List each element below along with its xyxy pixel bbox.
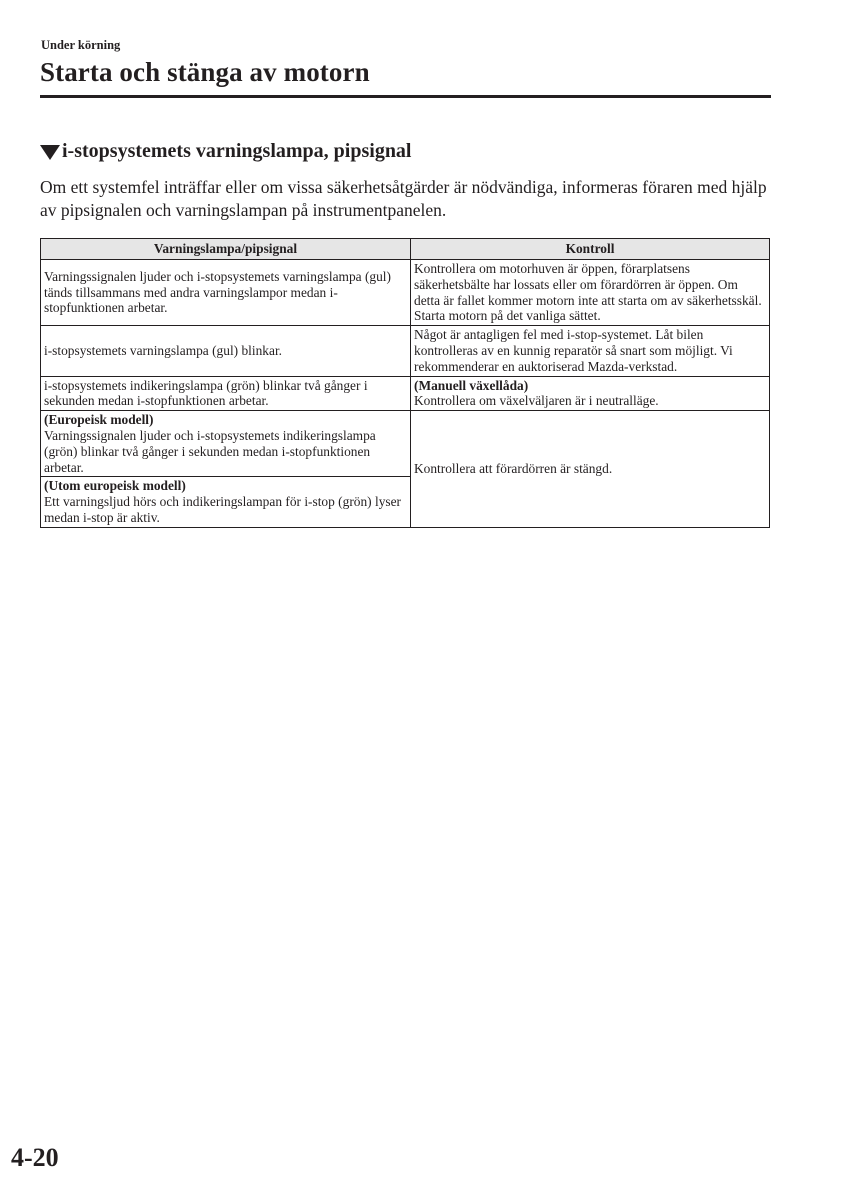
page-number: 4-20 [11, 1143, 59, 1172]
subheading-text: i-stopsystemets varningslampa, pipsignal [62, 140, 412, 162]
signal-cell [41, 477, 411, 527]
table-header-row [41, 239, 770, 260]
check-text: Kontrollera om växelväljaren är i neutralläge. [414, 393, 659, 409]
signal-label: (Utom europeisk modell) [44, 478, 186, 494]
section-label: Under körning [41, 38, 121, 52]
column-header-check: Kontroll [411, 239, 770, 260]
signal-text: Varningssignalen ljuder och i-stopsystemets indikeringslampa (grön) blinkar två gånger i sekunden medan i-stopfunktionen arbetar. [44, 427, 376, 475]
check-cell: Kontrollera om motorhuven är öppen, förarplatsens säkerhetsbälte har lossats eller om förardörren är öppen. Om detta är fallet kommer motorn inte att starta om av säkerhetsskäl. Starta motorn på det vanliga sättet. [411, 260, 770, 326]
signal-cell: i-stopsystemets varningslampa (gul) blinkar. [41, 326, 411, 376]
check-label: (Manuell växellåda) [414, 377, 529, 393]
signal-cell: Varningssignalen ljuder och i-stopsystemets varningslampa (gul) tänds tillsammans med andra varningslampor medan i-stopfunktionen arbetar. [41, 260, 411, 326]
signal-text: Ett varningsljud hörs och indikeringslampan för i-stop (grön) lyser medan i-stop är aktiv. [44, 494, 402, 525]
warning-table [40, 238, 770, 528]
table-row [41, 260, 770, 326]
page-title: Starta och stänga av motorn [40, 57, 370, 87]
signal-cell [41, 411, 411, 477]
signal-cell: i-stopsystemets indikeringslampa (grön) blinkar två gånger i sekunden medan i-stopfunktionen arbetar. [41, 376, 411, 411]
table-row [41, 411, 770, 477]
check-cell: Kontrollera att förardörren är stängd. [411, 411, 770, 528]
check-cell [411, 376, 770, 411]
title-rule [40, 95, 771, 98]
triangle-down-icon [40, 145, 60, 160]
table-row [41, 326, 770, 376]
signal-label: (Europeisk modell) [44, 412, 154, 428]
column-header-signal: Varningslampa/pipsignal [41, 239, 411, 260]
table-row [41, 376, 770, 411]
subheading [40, 140, 412, 163]
intro-paragraph: Om ett systemfel inträffar eller om vissa säkerhetsåtgärder är nödvändiga, informeras föraren med hjälp av pipsignalen och varningslampan på instrumentpanelen. [40, 177, 767, 220]
check-cell: Något är antagligen fel med i-stop-systemet. Låt bilen kontrolleras av en kunnig reparatör så snart som möjligt. Vi rekommenderar en auktoriserad Mazda-verkstad. [411, 326, 770, 376]
